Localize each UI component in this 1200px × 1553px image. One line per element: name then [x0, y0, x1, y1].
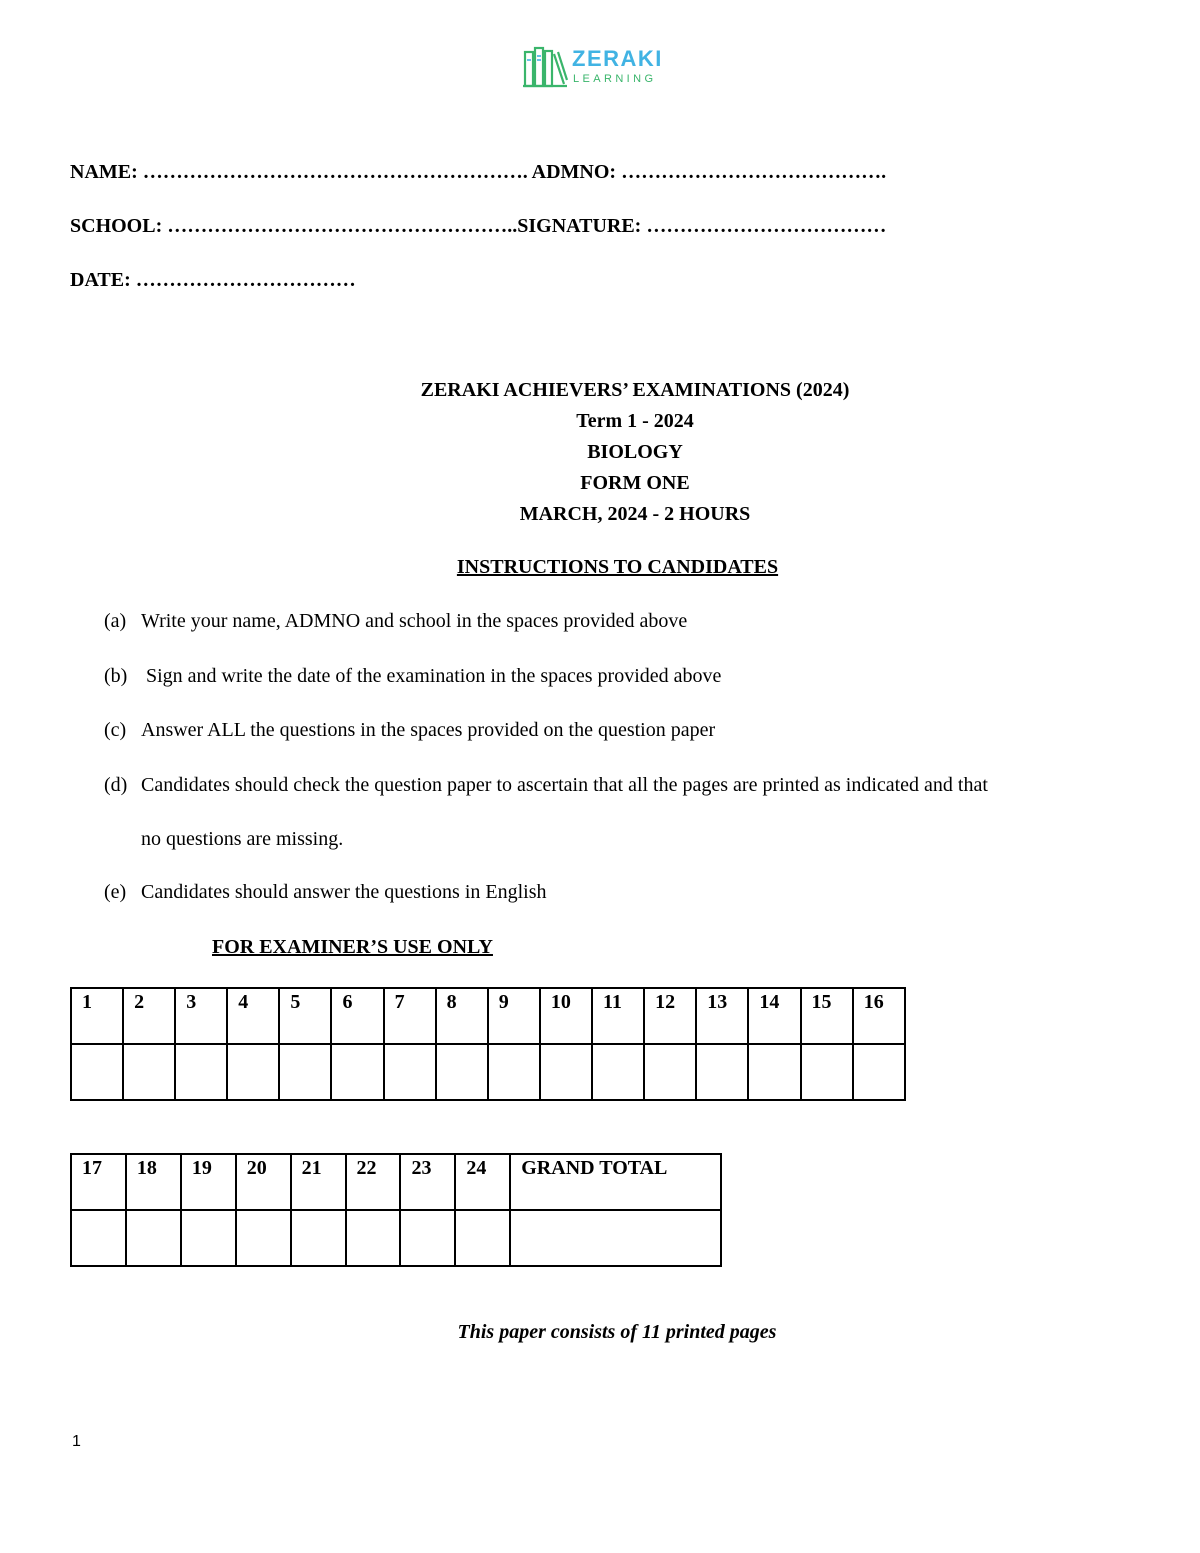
question-number-cell: 1 [71, 988, 123, 1044]
score-cell[interactable] [236, 1210, 291, 1266]
date-label: DATE: [70, 269, 131, 291]
instruction-text: Answer ALL the questions in the spaces provided on the question paper [141, 719, 716, 741]
score-cell[interactable] [384, 1044, 436, 1100]
question-number-cell: 14 [748, 988, 800, 1044]
score-cell[interactable] [696, 1044, 748, 1100]
instruction-label: (c) [104, 719, 127, 741]
question-number-cell: 22 [346, 1154, 401, 1210]
question-number-cell: 9 [488, 988, 540, 1044]
exam-title: ZERAKI ACHIEVERS’ EXAMINATIONS (2024) [420, 379, 850, 401]
question-number-cell: 20 [236, 1154, 291, 1210]
score-cell[interactable] [181, 1210, 236, 1266]
score-cell[interactable] [436, 1044, 488, 1100]
score-cell[interactable] [71, 1210, 126, 1266]
score-row [71, 1044, 905, 1100]
score-cell[interactable] [455, 1210, 510, 1266]
question-number-cell: 19 [181, 1154, 236, 1210]
question-number-cell: 12 [644, 988, 696, 1044]
score-cell[interactable] [592, 1044, 644, 1100]
exam-term: Term 1 - 2024 [576, 410, 694, 432]
question-number-cell: 21 [291, 1154, 346, 1210]
score-cell[interactable] [853, 1044, 905, 1100]
instructions-title: INSTRUCTIONS TO CANDIDATES [456, 556, 779, 578]
exam-form: FORM ONE [580, 472, 690, 494]
instruction-item [104, 881, 547, 904]
question-number-cell: 4 [227, 988, 279, 1044]
score-cell[interactable] [123, 1044, 175, 1100]
instruction-text: Candidates should answer the questions in English [141, 881, 547, 903]
name-field[interactable]: …………………………………………………. [137, 161, 532, 183]
score-cell[interactable] [291, 1210, 346, 1266]
printed-pages-note: This paper consists of 11 printed pages [457, 1321, 777, 1343]
score-cell[interactable] [279, 1044, 331, 1100]
instruction-text: no questions are missing. [141, 828, 344, 850]
score-cell[interactable] [175, 1044, 227, 1100]
instruction-item [104, 665, 721, 688]
score-cell[interactable] [346, 1210, 401, 1266]
marks-table-questions-1-16 [70, 987, 906, 1101]
score-cell[interactable] [71, 1044, 123, 1100]
books-logo-icon [522, 46, 568, 88]
question-number-cell: 16 [853, 988, 905, 1044]
zeraki-logo [522, 46, 682, 90]
instruction-item [104, 610, 687, 633]
question-number-cell: 7 [384, 988, 436, 1044]
question-number-cell: 6 [331, 988, 383, 1044]
school-field[interactable]: …………………………………………….. [162, 215, 518, 237]
question-number-cell: 13 [696, 988, 748, 1044]
score-cell[interactable] [126, 1210, 181, 1266]
instruction-label: (a) [104, 610, 127, 632]
marks-table-questions-17-24 [70, 1153, 722, 1267]
exam-subject: BIOLOGY [587, 441, 683, 463]
logo-wordmark: ZERAKI [572, 46, 663, 71]
table-header-row [71, 988, 905, 1044]
signature-field[interactable]: ……………………………… [641, 215, 887, 237]
instruction-item [104, 774, 988, 797]
admno-field[interactable]: …………………………………. [616, 161, 887, 183]
score-cell[interactable] [540, 1044, 592, 1100]
question-number-cell: 10 [540, 988, 592, 1044]
question-number-cell: 23 [400, 1154, 455, 1210]
score-cell[interactable] [644, 1044, 696, 1100]
score-cell[interactable] [488, 1044, 540, 1100]
question-number-cell: 24 [455, 1154, 510, 1210]
instruction-item [104, 719, 715, 742]
score-row [71, 1210, 721, 1266]
school-signature-line [70, 215, 886, 238]
question-number-cell: 15 [801, 988, 853, 1044]
logo-subtitle: LEARNING [573, 73, 657, 85]
question-number-cell: 17 [71, 1154, 126, 1210]
question-number-cell: 11 [592, 988, 644, 1044]
exam-header [0, 375, 1200, 530]
grand-total-cell[interactable] [510, 1210, 721, 1266]
score-cell[interactable] [400, 1210, 455, 1266]
question-number-cell: 18 [126, 1154, 181, 1210]
exam-date-duration: MARCH, 2024 - 2 HOURS [519, 503, 751, 525]
question-number-cell: 2 [123, 988, 175, 1044]
question-number-cell: 3 [175, 988, 227, 1044]
instruction-label: (e) [104, 881, 127, 903]
name-admno-line [70, 161, 886, 184]
date-line [70, 269, 356, 292]
instruction-label: (b) [104, 665, 128, 687]
instruction-text: Candidates should check the question paper to ascertain that all the pages are printed as indicated and that [141, 774, 988, 796]
name-label: NAME: [70, 161, 138, 183]
score-cell[interactable] [227, 1044, 279, 1100]
grand-total-header: GRAND TOTAL [510, 1154, 721, 1210]
signature-label: SIGNATURE: [517, 215, 642, 237]
instruction-text: Sign and write the date of the examination in the spaces provided above [141, 665, 722, 687]
instruction-label: (d) [104, 774, 128, 796]
admno-label: ADMNO: [531, 161, 617, 183]
score-cell[interactable] [331, 1044, 383, 1100]
score-cell[interactable] [748, 1044, 800, 1100]
examiner-use-title: FOR EXAMINER’S USE ONLY [212, 936, 493, 958]
page-number: 1 [72, 1433, 81, 1450]
date-field[interactable]: …………………………… [130, 269, 356, 291]
question-number-cell: 5 [279, 988, 331, 1044]
instruction-item-continued [104, 828, 343, 851]
table-header-row [71, 1154, 721, 1210]
score-cell[interactable] [801, 1044, 853, 1100]
school-label: SCHOOL: [70, 215, 163, 237]
question-number-cell: 8 [436, 988, 488, 1044]
instruction-text: Write your name, ADMNO and school in the spaces provided above [141, 610, 688, 632]
